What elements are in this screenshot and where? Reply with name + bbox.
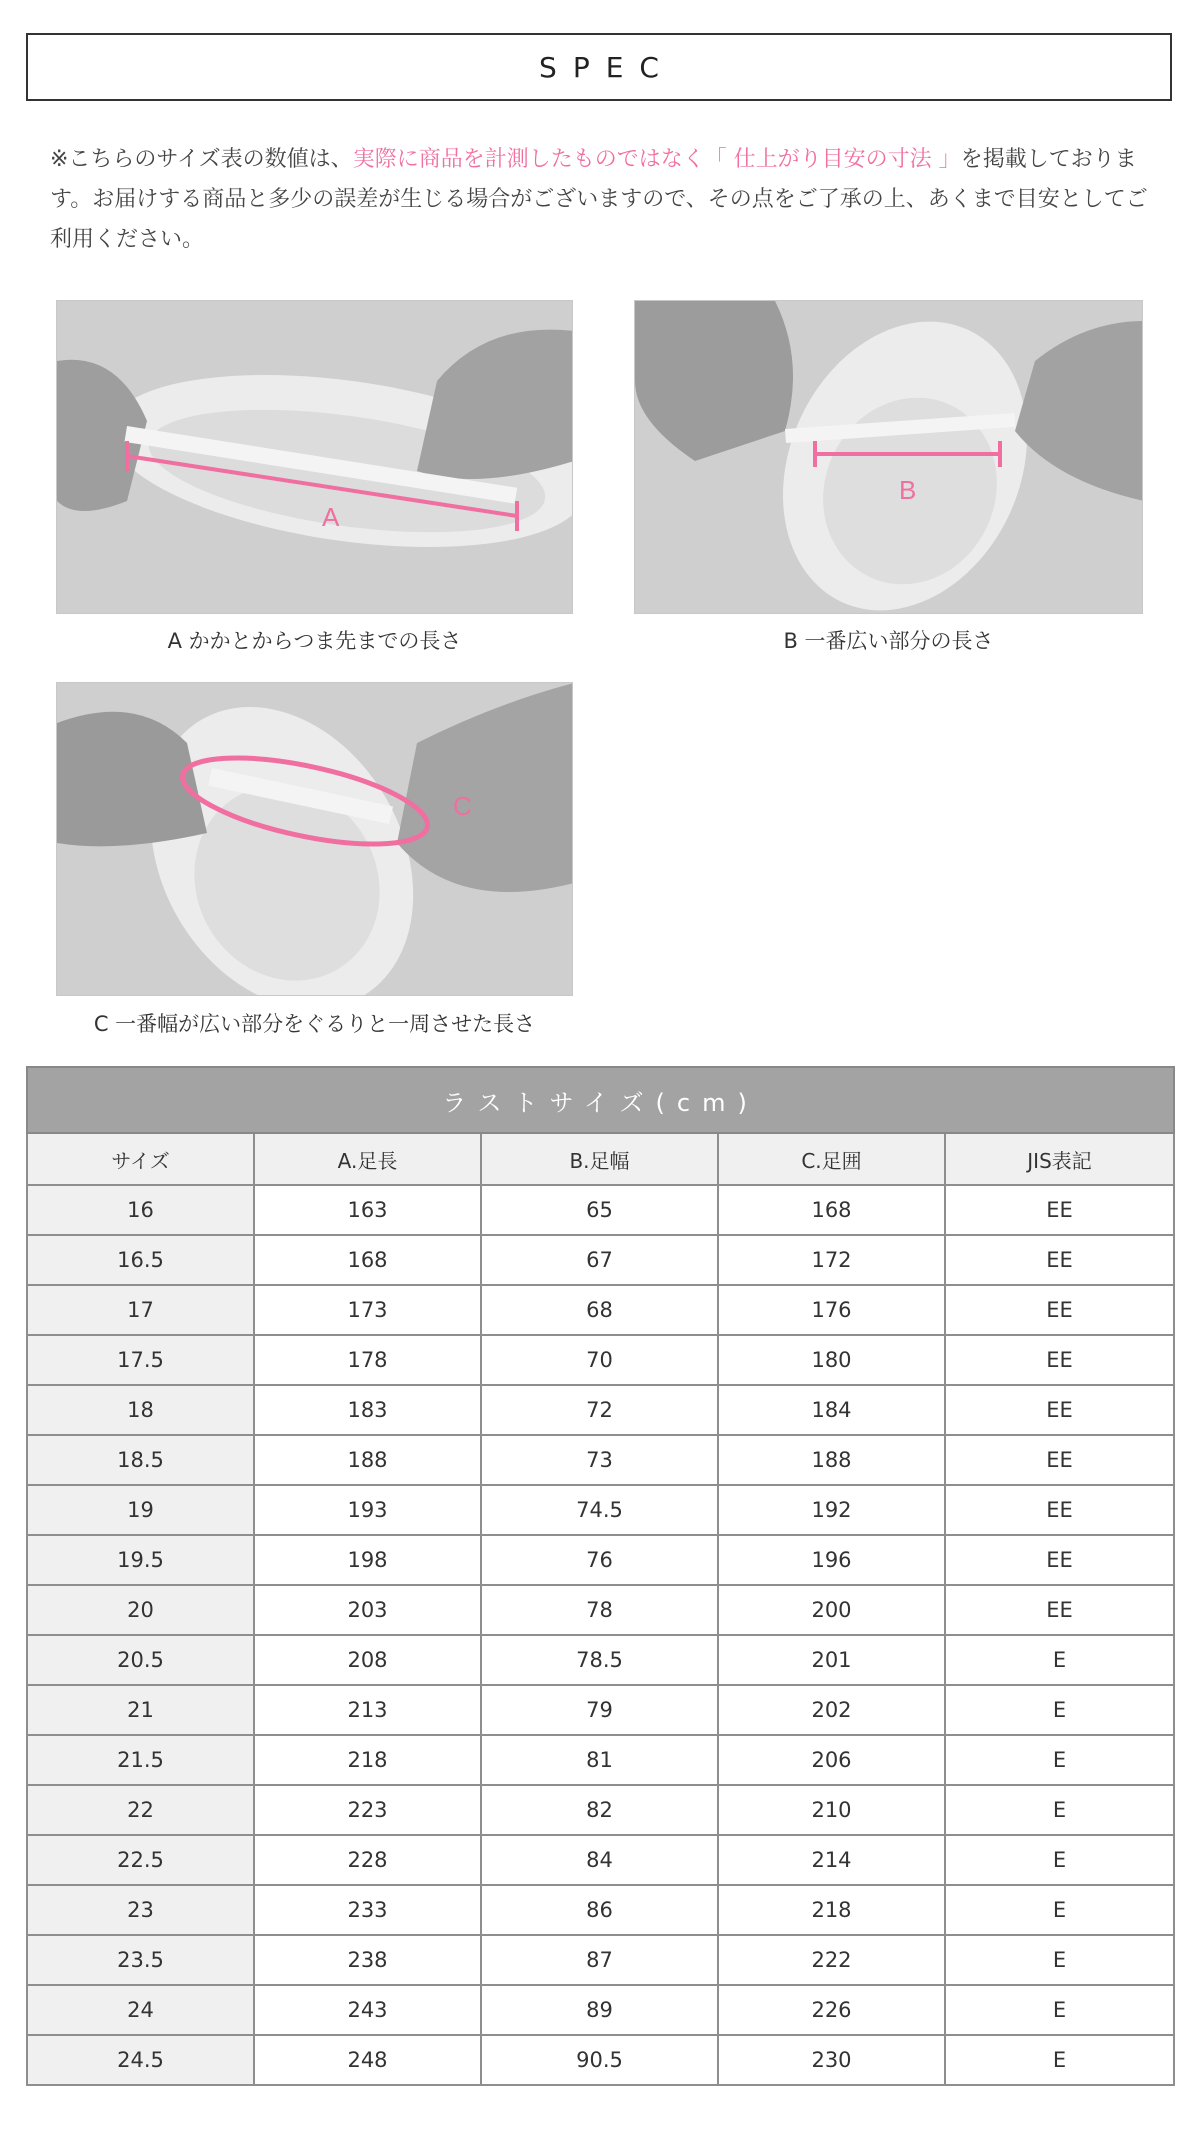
cell-length: 228 bbox=[254, 1835, 481, 1885]
cell-length: 178 bbox=[254, 1335, 481, 1385]
cell-length: 233 bbox=[254, 1885, 481, 1935]
cell-length: 198 bbox=[254, 1535, 481, 1585]
table-row bbox=[27, 1935, 1174, 1985]
cell-size: 18 bbox=[27, 1385, 254, 1435]
caption-c: C 一番幅が広い部分をぐるりと一周させた長さ bbox=[93, 1012, 536, 1036]
cell-length: 193 bbox=[254, 1485, 481, 1535]
cell-length: 213 bbox=[254, 1685, 481, 1735]
cell-length: 173 bbox=[254, 1285, 481, 1335]
cell-width: 89 bbox=[481, 1985, 718, 2035]
table-row bbox=[27, 1285, 1174, 1335]
cell-girth: 200 bbox=[718, 1585, 945, 1635]
cell-width: 65 bbox=[481, 1185, 718, 1235]
photo-b-marker: B bbox=[899, 475, 917, 505]
cell-size: 16 bbox=[27, 1185, 254, 1235]
cell-girth: 180 bbox=[718, 1335, 945, 1385]
cell-girth: 184 bbox=[718, 1385, 945, 1435]
table-row bbox=[27, 1385, 1174, 1435]
measurement-note bbox=[50, 140, 1150, 260]
cell-girth: 201 bbox=[718, 1635, 945, 1685]
cell-width: 81 bbox=[481, 1735, 718, 1785]
cell-size: 20.5 bbox=[27, 1635, 254, 1685]
table-row bbox=[27, 1585, 1174, 1635]
table-row bbox=[27, 1785, 1174, 1835]
table-row bbox=[27, 1735, 1174, 1785]
cell-size: 22.5 bbox=[27, 1835, 254, 1885]
cell-jis: E bbox=[945, 1835, 1174, 1885]
cell-girth: 230 bbox=[718, 2035, 945, 2085]
cell-size: 21 bbox=[27, 1685, 254, 1735]
table-row bbox=[27, 1235, 1174, 1285]
cell-jis: EE bbox=[945, 1235, 1174, 1285]
photo-a-marker: A bbox=[322, 502, 340, 532]
spec-title: SPEC bbox=[539, 50, 675, 84]
cell-jis: E bbox=[945, 1685, 1174, 1735]
cell-width: 76 bbox=[481, 1535, 718, 1585]
cell-size: 24.5 bbox=[27, 2035, 254, 2085]
photo-c-marker: C bbox=[453, 791, 472, 821]
cell-size: 23.5 bbox=[27, 1935, 254, 1985]
cell-size: 23 bbox=[27, 1885, 254, 1935]
cell-size: 19 bbox=[27, 1485, 254, 1535]
cell-girth: 176 bbox=[718, 1285, 945, 1335]
table-row bbox=[27, 1985, 1174, 2035]
cell-jis: EE bbox=[945, 1585, 1174, 1635]
cell-width: 78 bbox=[481, 1585, 718, 1635]
cell-width: 87 bbox=[481, 1935, 718, 1985]
cell-size: 20 bbox=[27, 1585, 254, 1635]
table-row bbox=[27, 1835, 1174, 1885]
cell-girth: 218 bbox=[718, 1885, 945, 1935]
cell-girth: 172 bbox=[718, 1235, 945, 1285]
column-header-length: A.足長 bbox=[254, 1133, 481, 1185]
cell-length: 218 bbox=[254, 1735, 481, 1785]
cell-girth: 226 bbox=[718, 1985, 945, 2035]
cell-jis: E bbox=[945, 1735, 1174, 1785]
cell-length: 223 bbox=[254, 1785, 481, 1835]
table-row bbox=[27, 1885, 1174, 1935]
cell-width: 67 bbox=[481, 1235, 718, 1285]
cell-jis: E bbox=[945, 1985, 1174, 2035]
cell-jis: EE bbox=[945, 1385, 1174, 1435]
cell-size: 17.5 bbox=[27, 1335, 254, 1385]
column-header-width: B.足幅 bbox=[481, 1133, 718, 1185]
cell-jis: E bbox=[945, 1885, 1174, 1935]
cell-size: 19.5 bbox=[27, 1535, 254, 1585]
cell-length: 238 bbox=[254, 1935, 481, 1985]
table-body bbox=[27, 1133, 1174, 2085]
caption-a: A かかとからつま先までの長さ bbox=[167, 629, 462, 653]
cell-girth: 188 bbox=[718, 1435, 945, 1485]
caption-b: B 一番広い部分の長さ bbox=[783, 629, 994, 653]
table-row bbox=[27, 1635, 1174, 1685]
cell-width: 90.5 bbox=[481, 2035, 718, 2085]
cell-jis: E bbox=[945, 1935, 1174, 1985]
cell-jis: EE bbox=[945, 1285, 1174, 1335]
cell-jis: EE bbox=[945, 1185, 1174, 1235]
cell-width: 70 bbox=[481, 1335, 718, 1385]
cell-length: 163 bbox=[254, 1185, 481, 1235]
cell-size: 22 bbox=[27, 1785, 254, 1835]
cell-width: 79 bbox=[481, 1685, 718, 1735]
cell-width: 84 bbox=[481, 1835, 718, 1885]
note-text-2: を掲載しております。お届けする商品と多少の誤差が生じる場合がございますので、その点をご了承の上、あくまで目安としてご利用ください。 bbox=[50, 147, 1148, 252]
table-row bbox=[27, 1185, 1174, 1235]
note-text-1: ※こちらのサイズ表の数値は、 bbox=[50, 147, 353, 172]
table-title: ラストサイズ(cm) bbox=[27, 1067, 1174, 1133]
cell-width: 82 bbox=[481, 1785, 718, 1835]
cell-width: 86 bbox=[481, 1885, 718, 1935]
column-header-girth: C.足囲 bbox=[718, 1133, 945, 1185]
cell-jis: EE bbox=[945, 1435, 1174, 1485]
note-highlight: 実際に商品を計測したものではなく「 仕上がり目安の寸法 」 bbox=[352, 147, 961, 172]
cell-girth: 196 bbox=[718, 1535, 945, 1585]
last-size-table bbox=[26, 1066, 1173, 2086]
cell-girth: 222 bbox=[718, 1935, 945, 1985]
cell-width: 68 bbox=[481, 1285, 718, 1335]
column-header-size: サイズ bbox=[27, 1133, 254, 1185]
cell-size: 21.5 bbox=[27, 1735, 254, 1785]
cell-girth: 168 bbox=[718, 1185, 945, 1235]
photo-girth-c bbox=[56, 682, 573, 996]
cell-size: 17 bbox=[27, 1285, 254, 1335]
table-row bbox=[27, 1335, 1174, 1385]
cell-jis: EE bbox=[945, 1485, 1174, 1535]
cell-width: 74.5 bbox=[481, 1485, 718, 1535]
cell-size: 18.5 bbox=[27, 1435, 254, 1485]
cell-girth: 206 bbox=[718, 1735, 945, 1785]
table-row bbox=[27, 1535, 1174, 1585]
cell-length: 183 bbox=[254, 1385, 481, 1435]
cell-jis: E bbox=[945, 2035, 1174, 2085]
column-header-jis: JIS表記 bbox=[945, 1133, 1174, 1185]
cell-girth: 210 bbox=[718, 1785, 945, 1835]
cell-jis: E bbox=[945, 1785, 1174, 1835]
cell-length: 208 bbox=[254, 1635, 481, 1685]
cell-width: 73 bbox=[481, 1435, 718, 1485]
photo-length-a bbox=[56, 300, 573, 614]
table-row bbox=[27, 1435, 1174, 1485]
cell-girth: 192 bbox=[718, 1485, 945, 1535]
cell-girth: 214 bbox=[718, 1835, 945, 1885]
cell-width: 78.5 bbox=[481, 1635, 718, 1685]
cell-length: 203 bbox=[254, 1585, 481, 1635]
spec-title-box bbox=[26, 33, 1172, 101]
table-header-row bbox=[27, 1133, 1174, 1185]
cell-length: 168 bbox=[254, 1235, 481, 1285]
cell-width: 72 bbox=[481, 1385, 718, 1435]
cell-girth: 202 bbox=[718, 1685, 945, 1735]
cell-length: 248 bbox=[254, 2035, 481, 2085]
cell-jis: E bbox=[945, 1635, 1174, 1685]
table-row bbox=[27, 1685, 1174, 1735]
cell-size: 24 bbox=[27, 1985, 254, 2035]
cell-size: 16.5 bbox=[27, 1235, 254, 1285]
cell-length: 188 bbox=[254, 1435, 481, 1485]
cell-length: 243 bbox=[254, 1985, 481, 2035]
photo-width-b bbox=[634, 300, 1143, 614]
cell-jis: EE bbox=[945, 1335, 1174, 1385]
cell-jis: EE bbox=[945, 1535, 1174, 1585]
table-row bbox=[27, 1485, 1174, 1535]
table-row bbox=[27, 2035, 1174, 2085]
